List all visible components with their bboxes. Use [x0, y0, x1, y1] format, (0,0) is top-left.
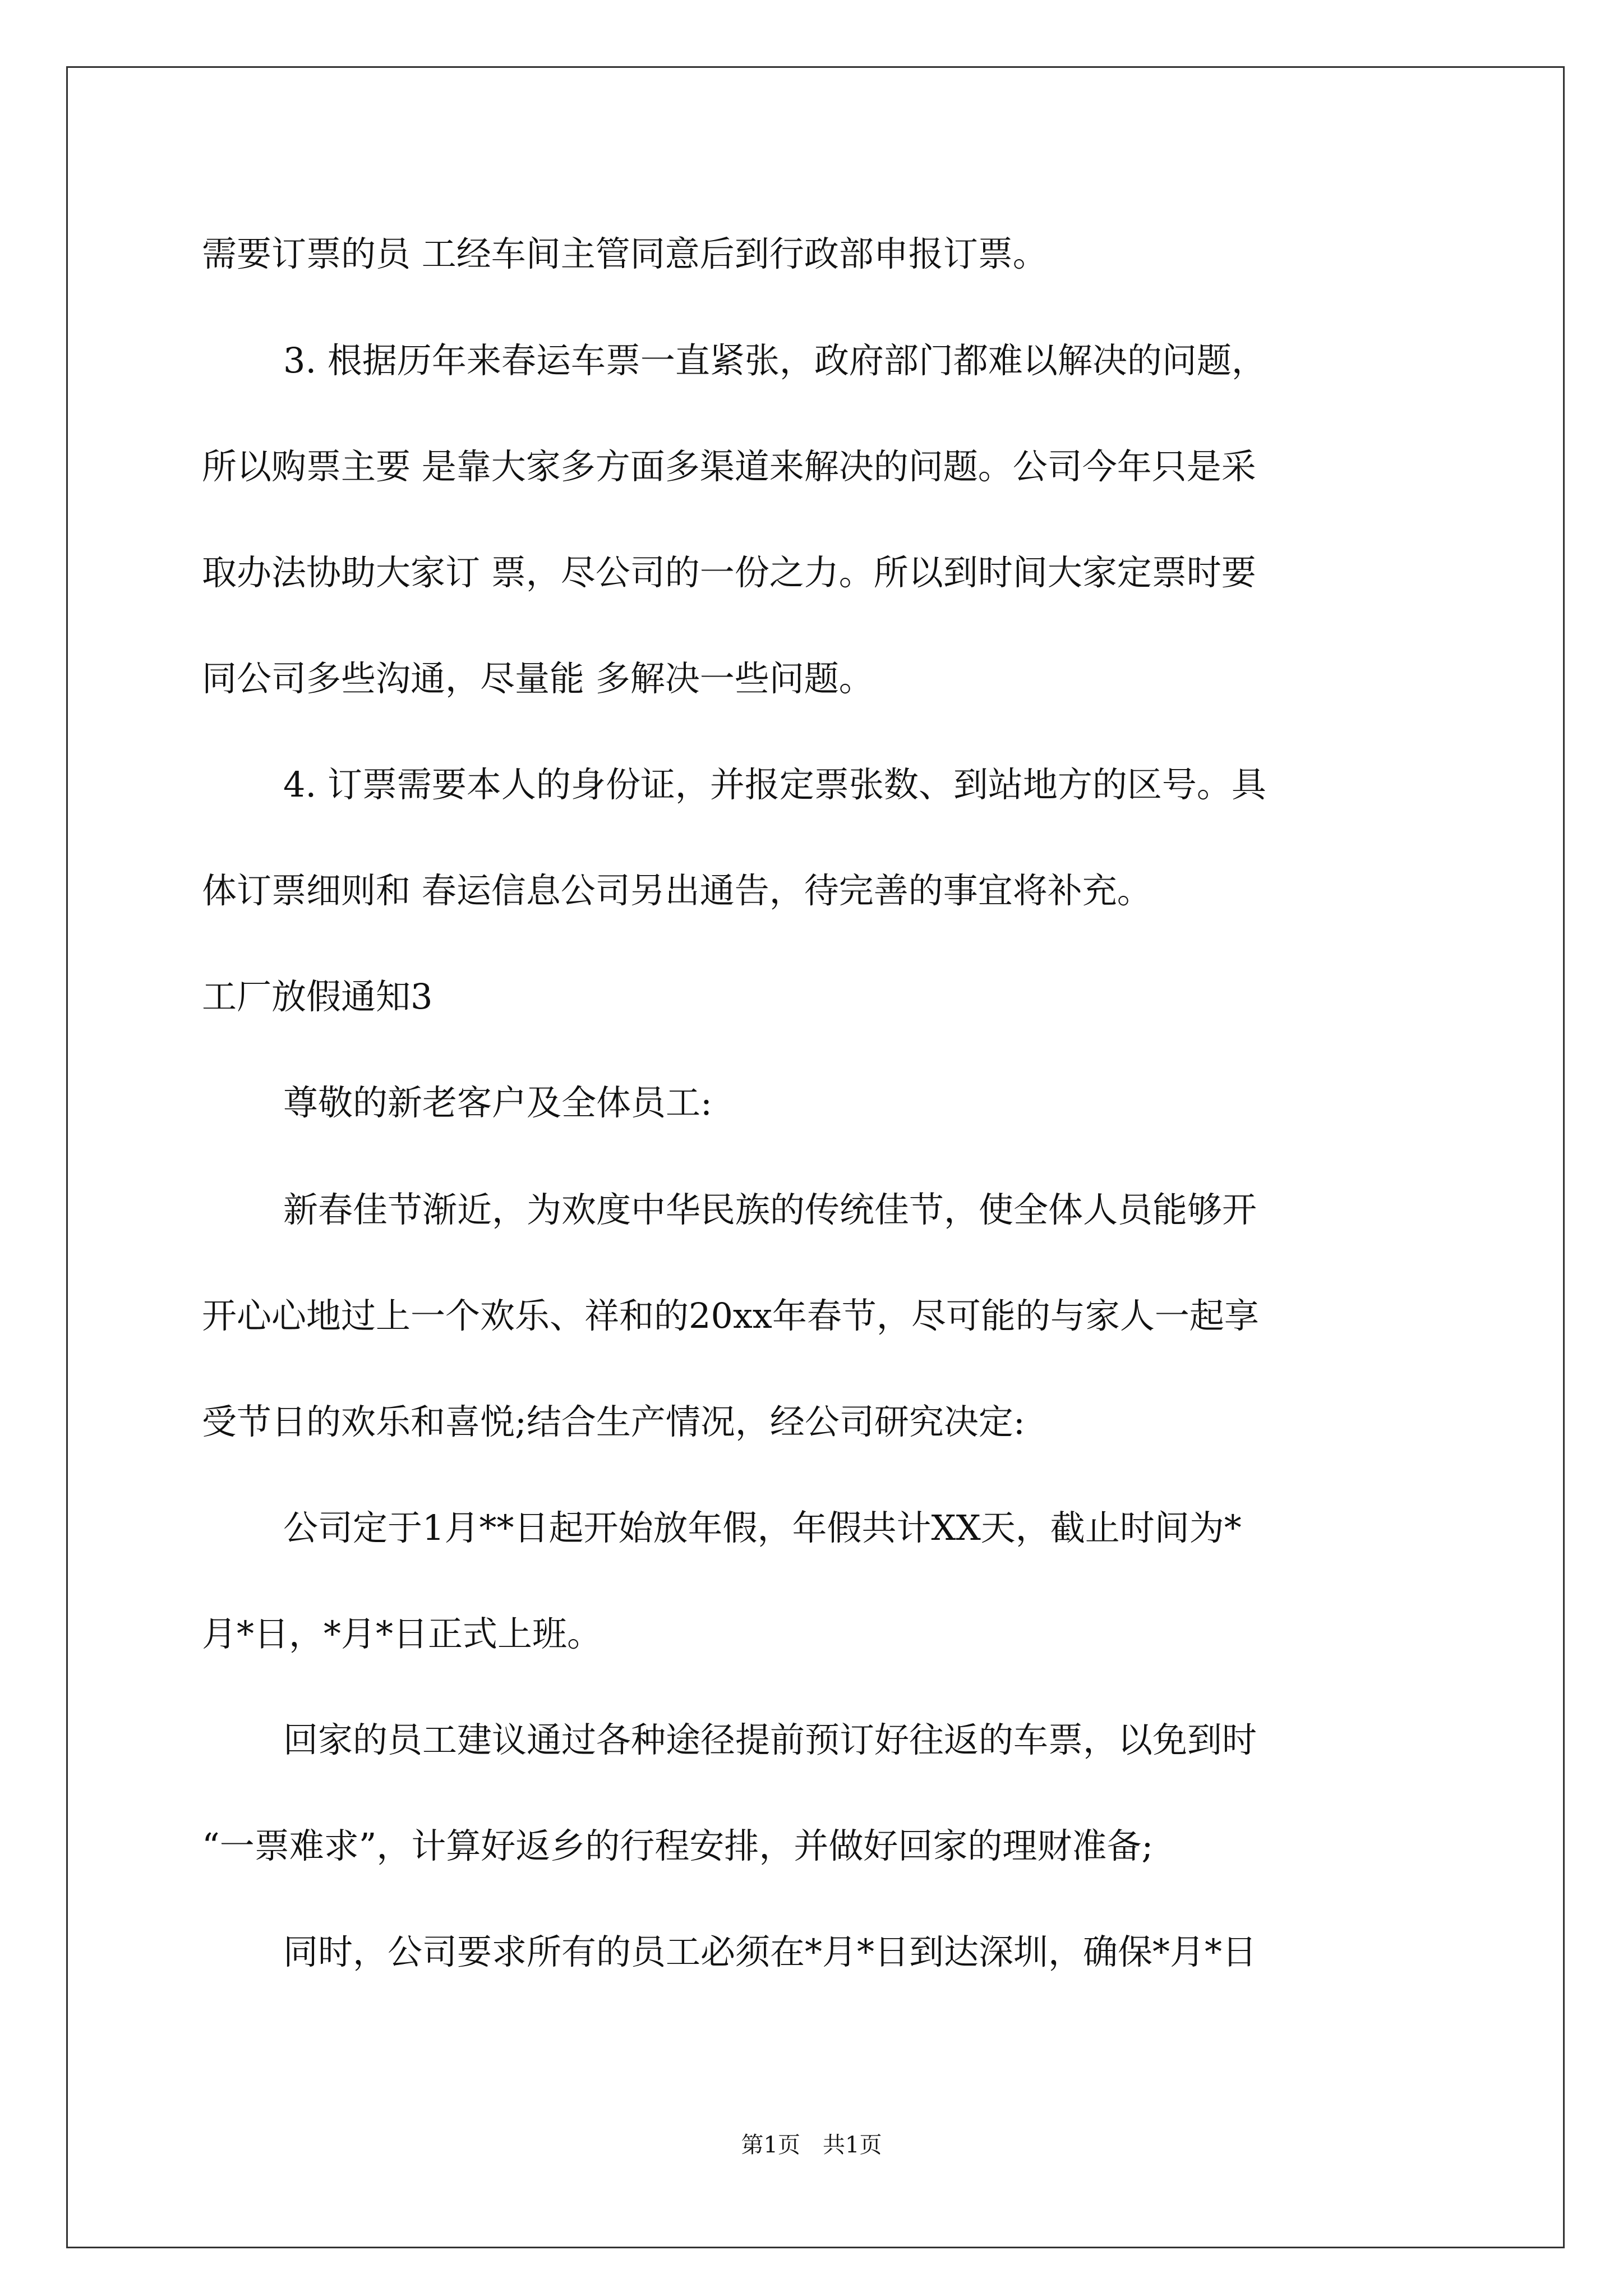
text-line: 同时，公司要求所有的员工必须在*月*日到达深圳，确保*月*日: [283, 1931, 1257, 1972]
text-line: 尊敬的新老客户及全体员工:: [283, 1082, 712, 1123]
text-line: 受节日的欢乐和喜悦;结合生产情况，经公司研究决定:: [202, 1401, 1025, 1442]
text-line: 所以购票主要 是靠大家多方面多渠道来解决的问题。公司今年只是采: [202, 446, 1256, 487]
text-line: 取办法协助大家订 票，尽公司的一份之力。所以到时间大家定票时要: [202, 552, 1256, 593]
text-line: 体订票细则和 春运信息公司另出通告，待完善的事宜将补充。: [202, 870, 1152, 911]
text-line: 需要订票的员 工经车间主管同意后到行政部申报订票。: [202, 233, 1048, 274]
text-line: 新春佳节渐近，为欢度中华民族的传统佳节，使全体人员能够开: [283, 1189, 1257, 1230]
page-footer: 第1页 共1页: [741, 2132, 882, 2158]
text-line: 月*日，*月*日正式上班。: [202, 1613, 602, 1654]
text-line: 同公司多些沟通，尽量能 多解决一些问题。: [202, 658, 874, 699]
section-heading: 工厂放假通知3: [202, 976, 433, 1017]
page-border: [66, 66, 1565, 2248]
text-line: 4. 订票需要本人的身份证，并报定票张数、到站地方的区号。具: [283, 764, 1266, 805]
text-line: 3. 根据历年来春运车票一直紧张，政府部门都难以解决的问题，: [283, 340, 1266, 381]
text-line: 公司定于1月**日起开始放年假，年假共计XX天，截止时间为*: [283, 1507, 1242, 1548]
text-line: 回家的员工建议通过各种途径提前预订好往返的车票，以免到时: [283, 1719, 1257, 1760]
text-line: “一票难求”，计算好返乡的行程安排，并做好回家的理财准备;: [202, 1825, 1154, 1866]
text-line: 开心心地过上一个欢乐、祥和的20xx年春节，尽可能的与家人一起享: [202, 1295, 1259, 1336]
